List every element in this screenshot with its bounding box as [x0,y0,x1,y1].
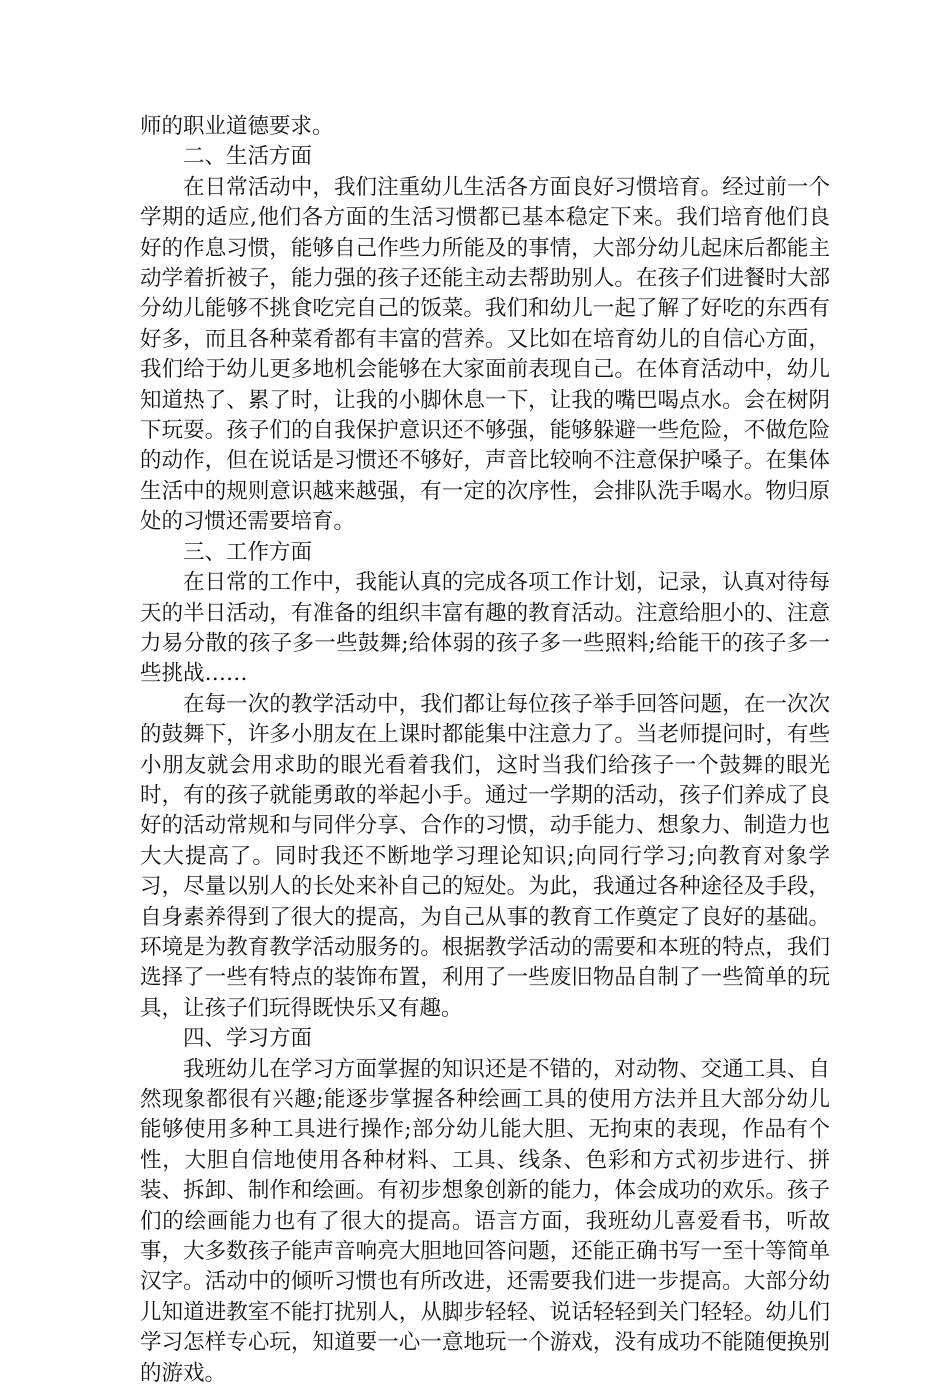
paragraph-life: 在日常活动中，我们注重幼儿生活各方面良好习惯培育。经过前一个学期的适应,他们各方面的生活习惯都已基本稳定下来。我们培育他们良好的作息习惯，能够自己作些力所能及的事情，大部分幼儿起床后都能主动学着折被子，能力强的孩子还能主动去帮助别人。在孩子们进餐时大部分幼儿能够不挑食吃完自己的饭菜。我们和幼儿一起了解了好吃的东西有好多，而且各种菜肴都有丰富的营养。又比如在培育幼儿的自信心方面，我们给于幼儿更多地机会能够在大家面前表现自己。在体育活动中，幼儿知道热了、累了时，让我的小脚休息一下，让我的嘴巴喝点水。会在树阴下玩耍。孩子们的自我保护意识还不够强，能够躲避一些危险，不做危险的动作，但在说话是习惯还不够好，声音比较响不注意保护嗓子。在集体生活中的规则意识越来越强，有一定的次序性，会排队洗手喝水。物归原处的习惯还需要培育。 [140,174,830,535]
paragraph-work-2: 在每一次的教学活动中，我们都让每位孩子举手回答问题，在一次次的鼓舞下，许多小朋友在上课时都能集中注意力了。当老师提问时，有些小朋友就会用求助的眼光看着我们，这时当我们给孩子一个鼓舞的眼光时，有的孩子就能勇敢的举起小手。通过一学期的活动，孩子们养成了良好的活动常规和与同伴分享、合作的习惯，动手能力、想象力、制造力也大大提高了。同时我还不断地学习理论知识;向同行学习;向教育对象学习，尽量以别人的长处来补自己的短处。为此，我通过各种途径及手段，自身素养得到了很大的提高，为自己从事的教育工作奠定了良好的基础。环境是为教育教学活动服务的。根据教学活动的需要和本班的特点，我们选择了一些有特点的装饰布置，利用了一些废旧物品自制了一些简单的玩具，让孩子们玩得既快乐又有趣。 [140,691,830,1021]
paragraph-study: 我班幼儿在学习方面掌握的知识还是不错的，对动物、交通工具、自然现象都很有兴趣;能逐步掌握各种绘画工具的使用方法并且大部分幼儿能够使用多种工具进行操作;部分幼儿能大胆、无拘束的表现，作品有个性，大胆自信地使用各种材料、工具、线条、色彩和方式初步进行、拼装、拆卸、制作和绘画。有初步想象创新的能力，体会成功的欢乐。孩子们的绘画能力也有了很大的提高。语言方面，我班幼儿喜爱看书，听故事，大多数孩子能声音响亮大胆地回答问题，还能正确书写一至十等简单汉字。活动中的倾听习惯也有所改进，还需要我们进一步提高。大部分幼儿知道进教室不能打扰别人，从脚步轻轻、说话轻轻到关门轻轻。幼儿们学习怎样专心玩，知道要一心一意地玩一个游戏，没有成功不能随便换别的游戏。 [140,1056,830,1386]
paragraph-continuation: 师的职业道德要求。 [140,114,334,139]
document-body [140,112,830,1389]
section-heading-life: 二、生活方面 [183,144,313,170]
section-heading-study: 四、学习方面 [183,1026,313,1052]
paragraph-work-1: 在日常的工作中，我能认真的完成各项工作计划，记录，认真对待每天的半日活动，有准备的组织丰富有趣的教育活动。注意给胆小的、注意力易分散的孩子多一些鼓舞;给体弱的孩子多一些照料;给能干的孩子多一些挑战…… [140,570,830,687]
section-heading-work: 三、工作方面 [183,539,313,565]
